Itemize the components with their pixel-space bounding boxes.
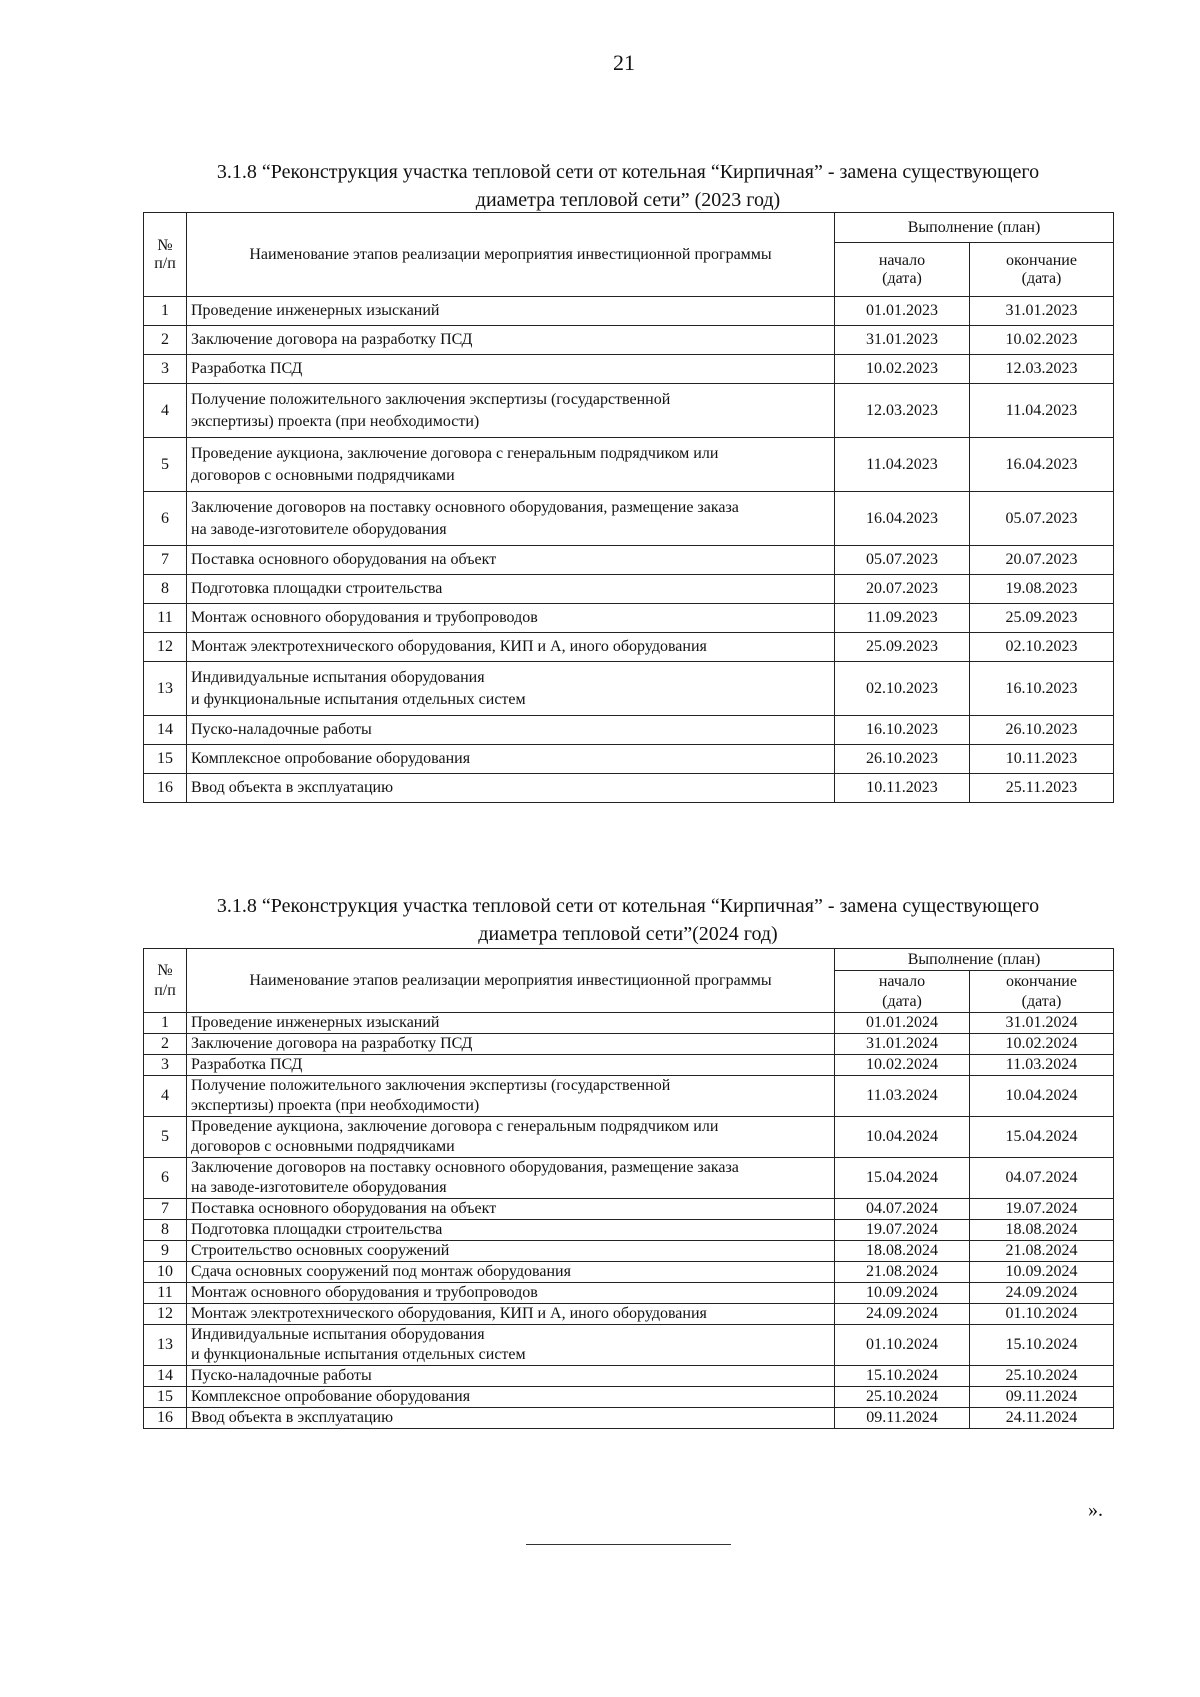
row-number: 3 (144, 1055, 187, 1076)
table-row (144, 1262, 1114, 1283)
schedule-table-2024 (143, 948, 1114, 1429)
table-row (144, 1055, 1114, 1076)
stage-name (187, 1304, 835, 1325)
stage-name (187, 1076, 835, 1117)
header-start-line: (дата) (882, 992, 922, 1010)
end-date: 31.01.2023 (970, 297, 1114, 326)
start-date: 25.10.2024 (835, 1387, 970, 1408)
stage-name (187, 1387, 835, 1408)
stage-name-line: Подготовка площадки строительства (191, 580, 443, 597)
row-number: 15 (144, 745, 187, 774)
stage-name (187, 633, 835, 662)
stage-name (187, 662, 835, 716)
section-heading-2023 (140, 158, 1116, 214)
stage-name-line: Разработка ПСД (191, 360, 303, 377)
stage-name-line: Монтаж основного оборудования и трубопроводов (191, 609, 538, 626)
footer-divider (526, 1544, 731, 1545)
stage-name-line: договоров с основными подрядчиками (191, 1138, 455, 1155)
header-start-line: начало (878, 251, 926, 269)
stage-name (187, 604, 835, 633)
start-date: 26.10.2023 (835, 745, 970, 774)
table-row (144, 1283, 1114, 1304)
table-row (144, 1304, 1114, 1325)
start-date: 24.09.2024 (835, 1304, 970, 1325)
start-date: 09.11.2024 (835, 1408, 970, 1429)
closing-quote: ». (1088, 1499, 1103, 1521)
stage-name (187, 1408, 835, 1429)
start-date: 10.02.2023 (835, 355, 970, 384)
table-row (144, 1387, 1114, 1408)
stage-name-line: Строительство основных сооружений (191, 1242, 450, 1259)
stage-name-line: Ввод объекта в эксплуатацию (191, 1409, 394, 1426)
stage-name-line: Проведение инженерных изысканий (191, 1014, 440, 1031)
start-date: 12.03.2023 (835, 384, 970, 438)
row-number: 13 (144, 662, 187, 716)
start-date: 11.03.2024 (835, 1076, 970, 1117)
stage-name-line: Поставка основного оборудования на объект (191, 1200, 497, 1217)
start-date: 01.01.2024 (835, 1013, 970, 1034)
header-start (835, 971, 970, 1013)
table-row (144, 633, 1114, 662)
header-end-line: окончание (1006, 972, 1077, 990)
row-number: 5 (144, 1117, 187, 1158)
stage-name-line: Получение положительного заключения экспертизы (государственной (191, 1077, 671, 1094)
stage-name (187, 716, 835, 745)
end-date: 18.08.2024 (970, 1220, 1114, 1241)
header-num-line: № (157, 961, 173, 979)
end-date: 01.10.2024 (970, 1304, 1114, 1325)
row-number: 8 (144, 575, 187, 604)
stage-name-line: Комплексное опробование оборудования (191, 750, 471, 767)
stage-name (187, 1325, 835, 1366)
header-end-line: окончание (1006, 251, 1077, 269)
section-heading-line: диаметра тепловой сети”(2024 год) (478, 923, 778, 945)
stage-name (187, 1262, 835, 1283)
table-row (144, 604, 1114, 633)
row-number: 16 (144, 1408, 187, 1429)
start-date: 20.07.2023 (835, 575, 970, 604)
stage-name (187, 1117, 835, 1158)
table-row (144, 1158, 1114, 1199)
stage-name-line: Индивидуальные испытания оборудования (191, 1326, 485, 1343)
end-date: 10.11.2023 (970, 745, 1114, 774)
stage-name-line: Проведение инженерных изысканий (191, 302, 440, 319)
start-date: 15.04.2024 (835, 1158, 970, 1199)
table-body-2024 (144, 1013, 1114, 1429)
stage-name-line: на заводе-изготовителе оборудования (191, 1179, 447, 1196)
stage-name (187, 297, 835, 326)
header-execution: Выполнение (план) (835, 213, 1114, 243)
stage-name-line: Заключение договоров на поставку основного оборудования, размещение заказа (191, 1159, 739, 1176)
end-date: 15.04.2024 (970, 1117, 1114, 1158)
table-row (144, 1366, 1114, 1387)
header-start-line: начало (878, 972, 926, 990)
end-date: 11.04.2023 (970, 384, 1114, 438)
end-date: 24.11.2024 (970, 1408, 1114, 1429)
table-row (144, 774, 1114, 803)
stage-name (187, 1283, 835, 1304)
end-date: 20.07.2023 (970, 546, 1114, 575)
stage-name-line: и функциональные испытания отдельных систем (191, 690, 526, 708)
end-date: 19.07.2024 (970, 1199, 1114, 1220)
end-date: 05.07.2023 (970, 492, 1114, 546)
stage-name-line: Заключение договора на разработку ПСД (191, 1035, 473, 1052)
stage-name-line: Индивидуальные испытания оборудования (191, 668, 485, 686)
start-date: 31.01.2023 (835, 326, 970, 355)
header-num-line: № (157, 236, 173, 254)
start-date: 10.04.2024 (835, 1117, 970, 1158)
stage-name-line: Ввод объекта в эксплуатацию (191, 779, 394, 796)
header-num-line: п/п (154, 254, 176, 272)
header-start (835, 243, 970, 297)
stage-name (187, 326, 835, 355)
end-date: 16.04.2023 (970, 438, 1114, 492)
stage-name (187, 438, 835, 492)
stage-name (187, 546, 835, 575)
header-name: Наименование этапов реализации мероприятия инвестиционной программы (187, 949, 835, 1013)
schedule-table-2023 (143, 212, 1114, 803)
stage-name-line: на заводе-изготовителе оборудования (191, 520, 447, 538)
stage-name (187, 1220, 835, 1241)
header-num (144, 213, 187, 297)
stage-name-line: Получение положительного заключения экспертизы (государственной (191, 390, 671, 408)
row-number: 1 (144, 297, 187, 326)
end-date: 09.11.2024 (970, 1387, 1114, 1408)
table-body-2023 (144, 297, 1114, 803)
header-name: Наименование этапов реализации мероприятия инвестиционной программы (187, 213, 835, 297)
stage-name (187, 1199, 835, 1220)
stage-name-line: Заключение договора на разработку ПСД (191, 331, 473, 348)
end-date: 19.08.2023 (970, 575, 1114, 604)
row-number: 7 (144, 1199, 187, 1220)
stage-name-line: Заключение договоров на поставку основного оборудования, размещение заказа (191, 498, 739, 516)
stage-name-line: Разработка ПСД (191, 1056, 303, 1073)
stage-name-line: Подготовка площадки строительства (191, 1221, 443, 1238)
stage-name (187, 384, 835, 438)
end-date: 15.10.2024 (970, 1325, 1114, 1366)
stage-name-line: Монтаж основного оборудования и трубопроводов (191, 1284, 538, 1301)
table-row (144, 355, 1114, 384)
header-start-line: (дата) (882, 269, 922, 287)
table-row (144, 326, 1114, 355)
table-row (144, 438, 1114, 492)
stage-name-line: Монтаж электротехнического оборудования, КИП и А, иного оборудования (191, 638, 707, 655)
table-row (144, 546, 1114, 575)
start-date: 31.01.2024 (835, 1034, 970, 1055)
row-number: 10 (144, 1262, 187, 1283)
table-row (144, 1325, 1114, 1366)
row-number: 16 (144, 774, 187, 803)
table-row (144, 1034, 1114, 1055)
stage-name-line: экспертизы) проекта (при необходимости) (191, 412, 480, 430)
stage-name-line: экспертизы) проекта (при необходимости) (191, 1097, 480, 1114)
row-number: 5 (144, 438, 187, 492)
end-date: 10.02.2024 (970, 1034, 1114, 1055)
row-number: 9 (144, 1241, 187, 1262)
start-date: 05.07.2023 (835, 546, 970, 575)
stage-name-line: Пуско-наладочные работы (191, 1367, 372, 1384)
row-number: 7 (144, 546, 187, 575)
start-date: 15.10.2024 (835, 1366, 970, 1387)
stage-name (187, 1013, 835, 1034)
start-date: 01.01.2023 (835, 297, 970, 326)
start-date: 02.10.2023 (835, 662, 970, 716)
row-number: 2 (144, 1034, 187, 1055)
section-heading-line: диаметра тепловой сети” (2023 год) (475, 189, 781, 211)
header-end (970, 971, 1114, 1013)
stage-name (187, 1055, 835, 1076)
start-date: 10.09.2024 (835, 1283, 970, 1304)
table-row (144, 1220, 1114, 1241)
header-end-line: (дата) (1021, 269, 1062, 287)
table-row (144, 1117, 1114, 1158)
row-number: 6 (144, 492, 187, 546)
end-date: 10.09.2024 (970, 1262, 1114, 1283)
end-date: 12.03.2023 (970, 355, 1114, 384)
row-number: 11 (144, 1283, 187, 1304)
stage-name (187, 492, 835, 546)
section-heading-2024 (140, 892, 1116, 948)
stage-name-line: Поставка основного оборудования на объект (191, 551, 497, 568)
section-heading-line: 3.1.8 “Реконструкция участка тепловой сети от котельная “Кирпичная” - замена существующего (216, 161, 1040, 183)
header-num-line: п/п (154, 981, 176, 999)
end-date: 11.03.2024 (970, 1055, 1114, 1076)
row-number: 1 (144, 1013, 187, 1034)
table-row (144, 745, 1114, 774)
end-date: 16.10.2023 (970, 662, 1114, 716)
row-number: 15 (144, 1387, 187, 1408)
stage-name-line: договоров с основными подрядчиками (191, 466, 455, 484)
row-number: 4 (144, 384, 187, 438)
start-date: 10.11.2023 (835, 774, 970, 803)
start-date: 04.07.2024 (835, 1199, 970, 1220)
table-row (144, 662, 1114, 716)
end-date: 04.07.2024 (970, 1158, 1114, 1199)
stage-name-line: Проведение аукциона, заключение договора с генеральным подрядчиком или (191, 444, 719, 462)
table-row (144, 1013, 1114, 1034)
row-number: 2 (144, 326, 187, 355)
row-number: 11 (144, 604, 187, 633)
stage-name-line: Комплексное опробование оборудования (191, 1388, 471, 1405)
end-date: 25.10.2024 (970, 1366, 1114, 1387)
table-row (144, 297, 1114, 326)
stage-name (187, 575, 835, 604)
start-date: 16.10.2023 (835, 716, 970, 745)
table-row (144, 384, 1114, 438)
stage-name-line: Сдача основных сооружений под монтаж оборудования (191, 1263, 571, 1280)
row-number: 3 (144, 355, 187, 384)
stage-name (187, 774, 835, 803)
table-row (144, 716, 1114, 745)
header-end (970, 243, 1114, 297)
start-date: 01.10.2024 (835, 1325, 970, 1366)
stage-name (187, 1034, 835, 1055)
row-number: 12 (144, 633, 187, 662)
row-number: 14 (144, 1366, 187, 1387)
row-number: 13 (144, 1325, 187, 1366)
stage-name (187, 1241, 835, 1262)
row-number: 12 (144, 1304, 187, 1325)
stage-name-line: Проведение аукциона, заключение договора с генеральным подрядчиком или (191, 1118, 719, 1135)
end-date: 10.02.2023 (970, 326, 1114, 355)
end-date: 25.09.2023 (970, 604, 1114, 633)
start-date: 21.08.2024 (835, 1262, 970, 1283)
row-number: 4 (144, 1076, 187, 1117)
start-date: 11.04.2023 (835, 438, 970, 492)
header-num (144, 949, 187, 1013)
row-number: 8 (144, 1220, 187, 1241)
section-heading-line: 3.1.8 “Реконструкция участка тепловой сети от котельная “Кирпичная” - замена существующего (216, 895, 1040, 917)
page-number: 21 (613, 50, 635, 75)
stage-name (187, 1366, 835, 1387)
stage-name (187, 745, 835, 774)
stage-name (187, 1158, 835, 1199)
end-date: 21.08.2024 (970, 1241, 1114, 1262)
end-date: 10.04.2024 (970, 1076, 1114, 1117)
stage-name-line: Монтаж электротехнического оборудования, КИП и А, иного оборудования (191, 1305, 707, 1322)
start-date: 25.09.2023 (835, 633, 970, 662)
table-row (144, 1199, 1114, 1220)
header-end-line: (дата) (1021, 992, 1062, 1010)
start-date: 10.02.2024 (835, 1055, 970, 1076)
header-execution: Выполнение (план) (835, 949, 1114, 971)
row-number: 14 (144, 716, 187, 745)
table-row (144, 1408, 1114, 1429)
end-date: 24.09.2024 (970, 1283, 1114, 1304)
end-date: 02.10.2023 (970, 633, 1114, 662)
table-row (144, 575, 1114, 604)
end-date: 31.01.2024 (970, 1013, 1114, 1034)
start-date: 11.09.2023 (835, 604, 970, 633)
table-row (144, 492, 1114, 546)
stage-name (187, 355, 835, 384)
row-number: 6 (144, 1158, 187, 1199)
stage-name-line: Пуско-наладочные работы (191, 721, 372, 738)
end-date: 25.11.2023 (970, 774, 1114, 803)
start-date: 19.07.2024 (835, 1220, 970, 1241)
start-date: 16.04.2023 (835, 492, 970, 546)
end-date: 26.10.2023 (970, 716, 1114, 745)
table-row (144, 1076, 1114, 1117)
table-row (144, 1241, 1114, 1262)
stage-name-line: и функциональные испытания отдельных систем (191, 1346, 526, 1363)
start-date: 18.08.2024 (835, 1241, 970, 1262)
